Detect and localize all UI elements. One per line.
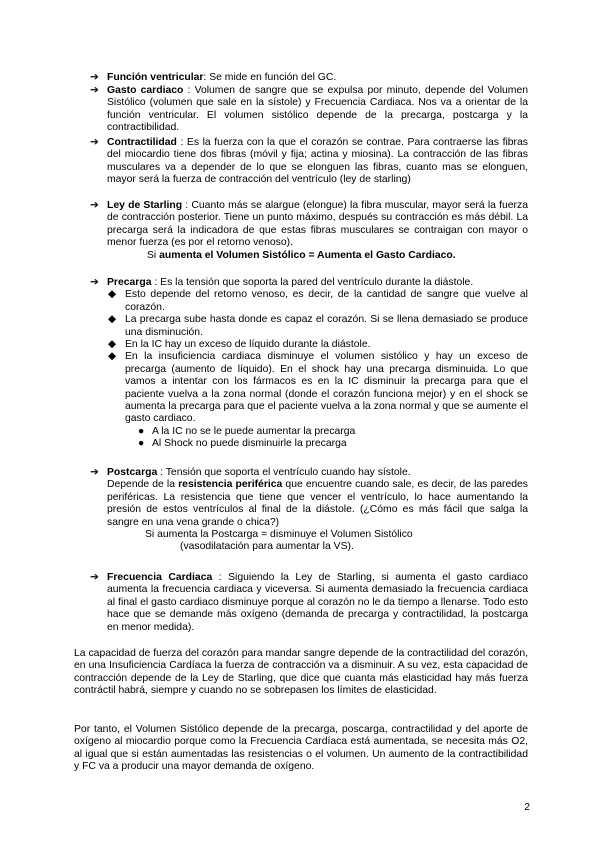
diamond-bullet-icon: ◆ — [108, 314, 116, 326]
term-funcion-ventricular: Función ventricular — [107, 72, 204, 83]
precarga-sublist — [90, 426, 528, 451]
postcarga-detail: Depende de la resistencia periférica que encuentre cuando sale, es decir, de las paredes periféricas. La resistencia que tiene que vencer el ventrículo, lo hace aumentando la presión de estos ventrículos al final de la diástole. (¿Cómo es más fácil que salga la sangre en una vena grande o chica?) — [107, 479, 528, 528]
arrow-icon: ➔ — [90, 72, 99, 83]
postcarga-rule-2: (vasodilatación para aumentar la VS). — [180, 541, 354, 553]
postcarga-rule-1: Si aumenta la Postcarga = disminuye el Volumen Sistólico — [145, 529, 413, 541]
arrow-icon: ➔ — [90, 137, 99, 148]
precarga-list — [90, 289, 528, 425]
entry-precarga — [90, 277, 528, 451]
text-funcion-ventricular: : Se mide en función del GC. — [203, 72, 337, 83]
arrow-icon: ➔ — [90, 277, 99, 288]
text-postcarga: : Tensión que soporta el ventrículo cuando hay sístole. — [157, 467, 411, 478]
text-contractilidad: : Es la fuerza con la que el corazón se contrae. Para contraerse las fibras del miocardio tiene dos fibras (móvil y fija; actina y miosina). La contracción de las fibras musculares va a depender de lo que se elonguen las fibras, cuanto mas se elonguen, mayor será la fuerza de contracción del ventrículo (ley de starling) — [107, 137, 528, 186]
list-item: ● Al Shock no puede disminuirle la precarga — [138, 438, 347, 450]
diamond-bullet-icon: ◆ — [108, 351, 116, 363]
term-ley-de-starling: Ley de Starling — [107, 200, 183, 211]
term-gasto-cardiaco: Gasto cardiaco — [107, 85, 184, 96]
entry-ley-de-starling — [90, 200, 528, 262]
paragraph-conclusion: Por tanto, el Volumen Sistólico depende de la precarga, poscarga, contractilidad y del aporte de oxígeno al miocardio porque como la Frecuencia Cardíaca está aumentada, se necesita más O2, al igual que si están aumentadas las resistencias o el volumen. Un aumento de la contractibilidad y FC va a producir una mayor demanda de oxígeno. — [74, 724, 528, 773]
term-frecuencia-cardiaca: Frecuencia Cardiaca — [107, 572, 213, 583]
starling-rule: Si aumenta el Volumen Sistólico = Aumenta el Gasto Cardiaco. — [147, 249, 456, 261]
dot-bullet-icon: ● — [138, 438, 145, 450]
text-frecuencia-cardiaca: : Siguiendo la Ley de Starling, si aumenta el gasto cardiaco aumenta la frecuencia cardiaca y viceversa. Si aumenta demasiado la frecuencia cardiaca al final el gasto cardiaco disminuye porque al corazón no le da tiempo a llenarse. Todo esto hace que se demande más oxígeno (demanda de precarga y contractilidad, la postcarga en menor medida). — [107, 572, 528, 633]
entry-contractilidad — [90, 137, 528, 187]
text-gasto-cardiaco: : Volumen de sangre que se expulsa por minuto, depende del Volumen Sistólico (volumen que sale en la sístole) y Frecuencia Cardiaca. Nos va a orientar de la función ventricular. El volumen sistólico depende de la precarga, postcarga y la contractibilidad. — [107, 85, 528, 134]
list-item: ◆ Esto depende del retorno venoso, es decir, de la cantidad de sangre que vuelve al corazón. — [108, 289, 528, 313]
list-item: ● A la IC no se le puede aumentar la precarga — [138, 425, 356, 437]
term-postcarga: Postcarga — [107, 467, 158, 478]
text-ley-de-starling: : Cuanto más se alargue (elongue) la fibra muscular, mayor será la fuerza de contracción posterior. Tiene un punto máximo, después su contracción es más débil. La precarga será la indicadora de que estas fibras musculares se contraigan con mayor o menor fuerza (es por el retorno venoso). — [107, 200, 528, 249]
text-precarga: : Es la tensión que soporta la pared del ventrículo durante la diástole. — [151, 277, 474, 288]
arrow-icon: ➔ — [90, 467, 99, 478]
paragraph-capacidad: La capacidad de fuerza del corazón para mandar sangre depende de la contractilidad del corazón, en una Insuficiencia Cardíaca la fuerza de contracción va a disminuir. A su vez, esta capacidad de contracción depende de la Ley de Starling, que dice que cuanta más elasticidad hay más fuerza contráctil habrá, siempre y cuando no se sobrepasen los límites de elasticidad. — [74, 648, 528, 697]
list-item: ◆ En la insuficiencia cardiaca disminuye el volumen sistólico y hay un exceso de precarga (aumento de líquido). En el shock hay una precarga disminuida. Lo que vamos a intentar con los fármacos es en la IC disminuir la precarga para que el paciente vuelva a la zona normal (donde el corazón funciona mejor) y en el shock se aumenta la precarga para que el paciente vuelva a la zona normal y que se aumente el gasto cardiaco. — [108, 351, 528, 425]
dot-bullet-icon: ● — [138, 425, 145, 437]
entry-postcarga — [90, 467, 528, 554]
arrow-icon: ➔ — [90, 572, 99, 583]
entry-funcion-ventricular — [90, 72, 528, 84]
arrow-icon: ➔ — [90, 85, 99, 96]
list-item: ◆ En la IC hay un exceso de líquido durante la diástole. — [108, 339, 371, 351]
entry-frecuencia-cardiaca — [90, 572, 528, 634]
term-contractilidad: Contractilidad — [107, 137, 177, 148]
entry-gasto-cardiaco — [90, 85, 528, 135]
arrow-icon: ➔ — [90, 200, 99, 211]
term-precarga: Precarga — [107, 277, 152, 288]
list-item: ◆ La precarga sube hasta donde es capaz el corazón. Si se llena demasiado se produce una disminución. — [108, 314, 528, 338]
page-number: 2 — [524, 802, 530, 813]
diamond-bullet-icon: ◆ — [108, 289, 116, 301]
diamond-bullet-icon: ◆ — [108, 339, 116, 351]
